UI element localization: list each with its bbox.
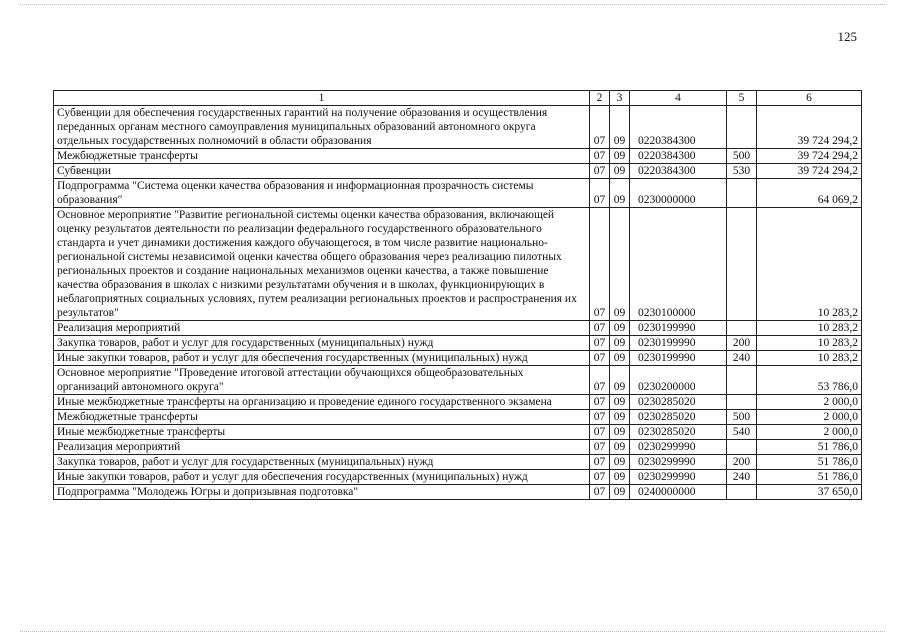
row-target-code: 0230299990 (630, 455, 727, 470)
header-col-6: 6 (757, 91, 862, 106)
row-name: Субвенции для обеспечения государственных гарантий на получение образования и осуществления переданных органам местного самоуправления муниципальных образований автономного округа отдельных государственных полномочий в области образования (54, 106, 590, 149)
table-row (54, 440, 862, 455)
row-subsection: 09 (610, 440, 630, 455)
row-amount: 39 724 294,2 (757, 106, 862, 149)
row-subsection: 09 (610, 208, 630, 321)
row-section: 07 (590, 395, 610, 410)
row-subsection: 09 (610, 455, 630, 470)
row-section: 07 (590, 149, 610, 164)
row-expense-type: 200 (727, 455, 757, 470)
row-amount: 51 786,0 (757, 455, 862, 470)
row-expense-type: 240 (727, 470, 757, 485)
row-target-code: 0220384300 (630, 164, 727, 179)
scan-edge-bottom (20, 631, 885, 633)
row-amount: 37 650,0 (757, 485, 862, 500)
row-section: 07 (590, 470, 610, 485)
row-target-code: 0230199990 (630, 321, 727, 336)
row-amount: 39 724 294,2 (757, 164, 862, 179)
row-subsection: 09 (610, 336, 630, 351)
row-subsection: 09 (610, 395, 630, 410)
header-col-1: 1 (54, 91, 590, 106)
table-row (54, 336, 862, 351)
row-name: Реализация мероприятий (54, 440, 590, 455)
row-target-code: 0230285020 (630, 395, 727, 410)
row-name: Иные закупки товаров, работ и услуг для обеспечения государственных (муниципальных) нужд (54, 470, 590, 485)
row-name: Иные закупки товаров, работ и услуг для обеспечения государственных (муниципальных) нужд (54, 351, 590, 366)
row-amount: 10 283,2 (757, 351, 862, 366)
row-name: Межбюджетные трансферты (54, 410, 590, 425)
table-row (54, 366, 862, 395)
row-subsection: 09 (610, 179, 630, 208)
row-name: Основное мероприятие "Проведение итоговой аттестации обучающихся общеобразовательных организаций автономного округа" (54, 366, 590, 395)
row-name: Иные межбюджетные трансферты на организацию и проведение единого государственного экзамена (54, 395, 590, 410)
row-subsection: 09 (610, 366, 630, 395)
row-section: 07 (590, 106, 610, 149)
row-name: Субвенции (54, 164, 590, 179)
row-name: Подпрограмма "Система оценки качества образования и информационная прозрачность системы образования" (54, 179, 590, 208)
row-section: 07 (590, 410, 610, 425)
row-target-code: 0230199990 (630, 351, 727, 366)
row-amount: 2 000,0 (757, 425, 862, 440)
row-expense-type (727, 395, 757, 410)
table-row (54, 485, 862, 500)
row-expense-type (727, 106, 757, 149)
row-section: 07 (590, 440, 610, 455)
row-subsection: 09 (610, 485, 630, 500)
table-row (54, 106, 862, 149)
row-section: 07 (590, 351, 610, 366)
table-row (54, 425, 862, 440)
row-amount: 39 724 294,2 (757, 149, 862, 164)
row-expense-type (727, 485, 757, 500)
row-subsection: 09 (610, 106, 630, 149)
row-expense-type: 200 (727, 336, 757, 351)
budget-table (53, 90, 862, 500)
row-expense-type (727, 208, 757, 321)
row-amount: 10 283,2 (757, 336, 862, 351)
row-expense-type: 500 (727, 149, 757, 164)
table-row (54, 395, 862, 410)
row-expense-type: 240 (727, 351, 757, 366)
row-expense-type: 530 (727, 164, 757, 179)
row-target-code: 0220384300 (630, 106, 727, 149)
row-subsection: 09 (610, 164, 630, 179)
row-subsection: 09 (610, 470, 630, 485)
table-row (54, 149, 862, 164)
row-target-code: 0230200000 (630, 366, 727, 395)
row-amount: 51 786,0 (757, 440, 862, 455)
row-amount: 53 786,0 (757, 366, 862, 395)
row-target-code: 0240000000 (630, 485, 727, 500)
table-row (54, 351, 862, 366)
row-expense-type (727, 366, 757, 395)
row-section: 07 (590, 366, 610, 395)
row-name: Реализация мероприятий (54, 321, 590, 336)
header-col-5: 5 (727, 91, 757, 106)
header-col-4: 4 (630, 91, 727, 106)
row-target-code: 0230000000 (630, 179, 727, 208)
table-body (54, 106, 862, 500)
row-subsection: 09 (610, 149, 630, 164)
row-amount: 10 283,2 (757, 321, 862, 336)
row-name: Иные межбюджетные трансферты (54, 425, 590, 440)
row-section: 07 (590, 321, 610, 336)
page-number: 125 (837, 29, 857, 44)
row-section: 07 (590, 164, 610, 179)
row-target-code: 0220384300 (630, 149, 727, 164)
table-header-row (54, 91, 862, 106)
row-expense-type: 540 (727, 425, 757, 440)
row-section: 07 (590, 485, 610, 500)
row-section: 07 (590, 208, 610, 321)
row-name: Закупка товаров, работ и услуг для государственных (муниципальных) нужд (54, 455, 590, 470)
row-amount: 2 000,0 (757, 410, 862, 425)
header-col-3: 3 (610, 91, 630, 106)
row-target-code: 0230299990 (630, 440, 727, 455)
row-target-code: 0230199990 (630, 336, 727, 351)
row-subsection: 09 (610, 351, 630, 366)
row-expense-type: 500 (727, 410, 757, 425)
row-amount: 64 069,2 (757, 179, 862, 208)
row-section: 07 (590, 336, 610, 351)
table-row (54, 164, 862, 179)
scan-edge-top (20, 4, 885, 6)
row-amount: 51 786,0 (757, 470, 862, 485)
row-amount: 2 000,0 (757, 395, 862, 410)
row-subsection: 09 (610, 425, 630, 440)
row-target-code: 0230285020 (630, 410, 727, 425)
row-target-code: 0230285020 (630, 425, 727, 440)
row-target-code: 0230100000 (630, 208, 727, 321)
row-name: Межбюджетные трансферты (54, 149, 590, 164)
row-name: Основное мероприятие "Развитие региональной системы оценки качества образования, включающей оценку результатов деятельности по реализации федерального государственного образовательного стандарта и учет динамики достижения каждого обучающегося, в том числе развитие национально-региональной системы независимой оценки качества общего образования через реализацию пилотных региональных проектов и создание национальных механизмов оценки качества, а также повышение качества образования в школах с низкими результатами обучения и в школах, функционирующих в неблагоприятных социальных условиях, путем реализации региональных проектов и распространения их результатов" (54, 208, 590, 321)
table-row (54, 470, 862, 485)
row-name: Закупка товаров, работ и услуг для государственных (муниципальных) нужд (54, 336, 590, 351)
row-target-code: 0230299990 (630, 470, 727, 485)
row-section: 07 (590, 455, 610, 470)
row-expense-type (727, 179, 757, 208)
table-row (54, 321, 862, 336)
row-name: Подпрограмма "Молодежь Югры и допризывная подготовка" (54, 485, 590, 500)
header-col-2: 2 (590, 91, 610, 106)
row-expense-type (727, 321, 757, 336)
table-row (54, 410, 862, 425)
row-subsection: 09 (610, 410, 630, 425)
table-row (54, 208, 862, 321)
table-row (54, 179, 862, 208)
row-section: 07 (590, 179, 610, 208)
row-subsection: 09 (610, 321, 630, 336)
row-expense-type (727, 440, 757, 455)
row-amount: 10 283,2 (757, 208, 862, 321)
table-row (54, 455, 862, 470)
row-section: 07 (590, 425, 610, 440)
